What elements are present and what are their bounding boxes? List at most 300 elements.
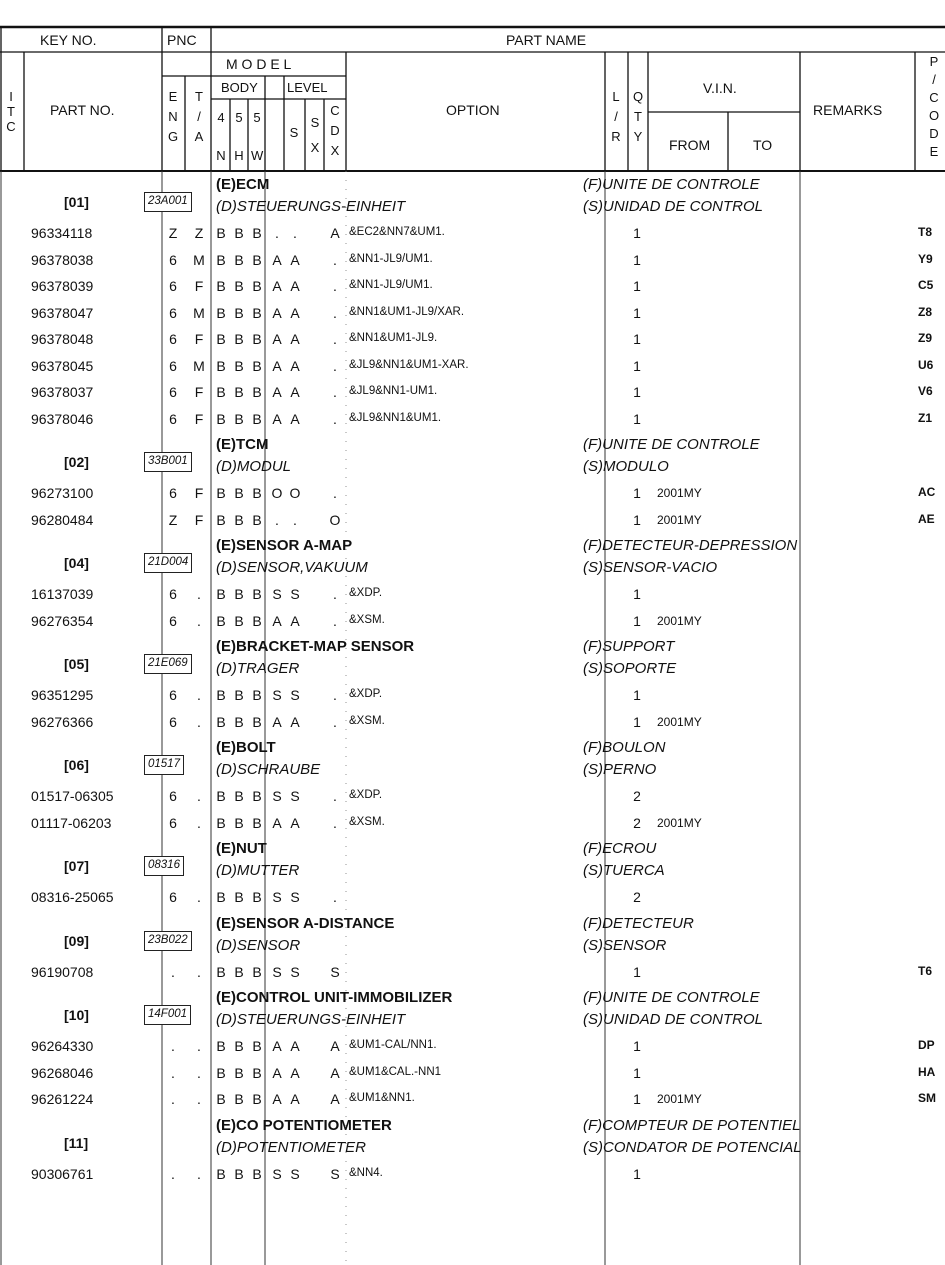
part-number: 96268046 [31,1064,94,1081]
body-5h-code: B [234,963,244,980]
option-code: &JL9&NN1&UM1-XAR. [349,358,469,371]
part-number: 96280484 [31,511,94,528]
transaxle-code: M [193,304,205,321]
part-name-english: (E)CONTROL UNIT-IMMOBILIZER [216,989,453,1006]
engine-code: . [171,1165,175,1182]
vin-from: 2001MY [657,512,702,527]
body-4n-code: B [216,1038,226,1054]
body-5w-code: B [252,225,262,241]
level-sx-code: S [290,1165,300,1182]
engine-code: 6 [169,713,177,730]
p-code: Y9 [918,251,933,266]
part-group [0,174,945,222]
level-cdx-code: . [333,687,337,703]
body-5h-code: B [234,1165,244,1182]
part-name-french: (F)BOULON [583,739,666,756]
part-row [0,222,945,244]
level-s-code: S [272,586,282,602]
level-sx-code: A [290,384,300,400]
level-sx-code: A [290,331,300,347]
quantity: 1 [633,410,641,427]
body-4n-code: B [216,1091,226,1107]
key-number: [02] [64,454,89,470]
body-5w-code: B [252,612,262,629]
engine-code: 6 [169,612,177,629]
p-code: V6 [918,384,933,398]
body-5w-code: B [252,1038,262,1054]
level-cdx-code: A [330,1091,340,1107]
part-row [0,482,945,504]
transaxle-code: . [197,713,201,730]
part-name-spanish: (S)SENSOR-VACIO [583,559,718,576]
part-name-german: (D)MUTTER [216,862,300,879]
option-code: &XDP. [349,587,383,599]
level-sx-code: S [290,889,300,905]
p-code: DP [918,1038,935,1052]
key-number: [10] [64,1007,89,1023]
header-part-no: PART NO. [50,102,115,118]
pnc-box: 01517 [144,755,184,775]
level-sx-code: A [290,713,300,730]
body-4n-code: B [216,278,226,294]
part-number: 96190708 [31,963,94,980]
engine-code: 6 [169,485,177,501]
engine-code: 6 [169,304,177,321]
body-4n-code: B [216,225,226,241]
engine-code: 6 [169,410,177,427]
transaxle-code: . [197,1091,201,1107]
level-sx-code: A [290,612,300,629]
body-5h-code: B [234,814,244,831]
quantity: 1 [633,384,641,400]
level-sx-code: A [290,1064,300,1081]
part-name-german: (D)POTENTIOMETER [216,1138,366,1156]
part-name-english: (E)TCM [216,436,269,453]
level-s-code: A [272,1038,282,1054]
option-code: &UM1-CAL/NN1. [349,1039,437,1051]
body-5h-code: B [234,1091,244,1107]
quantity: 1 [633,357,641,374]
pnc-box: 21E069 [144,654,192,674]
part-row [0,886,945,908]
level-cdx-code: . [333,357,337,374]
body-5w-code: B [252,485,262,501]
part-number: 16137039 [31,586,94,602]
transaxle-code: . [197,814,201,831]
body-5w-code: B [252,788,262,804]
quantity: 2 [633,814,641,831]
body-5h-code: B [234,612,244,629]
p-code: Z9 [918,331,933,345]
quantity: 1 [633,485,641,501]
level-sx-code: S [290,788,300,804]
header-pnc: PNC [167,32,197,48]
part-number: 96378046 [31,410,94,427]
key-number: [04] [64,555,89,571]
part-name-german: (D)STEUERUNGS-EINHEIT [216,1011,406,1028]
body-4n-code: B [216,357,226,374]
body-5w-code: B [252,331,262,347]
part-number: 96378048 [31,331,94,347]
quantity: 2 [633,889,641,905]
part-row [0,381,945,403]
transaxle-code: . [197,1038,201,1054]
level-sx-code: A [290,278,300,294]
part-number: 96273100 [31,485,94,501]
p-code: T8 [918,225,933,239]
part-number: 96378039 [31,278,94,294]
option-code: &UM1&NN1. [349,1092,415,1104]
vin-from: 2001MY [657,486,702,500]
header-part-name: PART NAME [506,32,587,48]
level-cdx-code: . [333,713,337,730]
level-s-code: A [272,1091,282,1107]
body-5h-code: B [234,384,244,400]
level-s-code: A [272,384,282,400]
level-s-code: A [272,357,282,374]
transaxle-code: F [194,511,204,528]
level-cdx-code: . [333,889,337,905]
level-s-code: A [272,814,282,831]
header-body: BODY [221,80,258,95]
vin-from: 2001MY [657,613,702,628]
level-sx-code: A [290,410,300,427]
part-name-french: (F)COMPTEUR DE POTENTIEL [583,1116,801,1134]
engine-code: 6 [169,586,177,602]
part-name-german: (D)SENSOR [216,936,301,954]
header-vin-to: TO [753,137,773,153]
level-cdx-code: . [333,410,337,427]
quantity: 1 [633,586,641,602]
body-4n-code: B [216,410,226,427]
parts-catalog-page: KEY NO. PNC PART NAME I T C PART NO. M O D E L E N G T / A BODY LEVEL 4 5 5 N H W S S X C D X OPTION L / R Q T Y V.I.N. FROM TO REMARKS P / C O D E [01] 23A001 (E)ECM (D)STEUERUNGS-EINHEIT (F)UNITE DE CONTROLE (S)UNIDAD DE CONTROL 96334118 Z Z B B B . . A &EC2&NN7&UM1. 1 T8 96378038 6 M B B B A A . &NN1-JL9/UM1. 1 Y9 96378039 6 F B B B A A . &NN1-JL9/UM1. 1 C5 96378047 6 M B B B A A . &NN1&UM1-JL9/XAR. 1 Z8 96378048 6 F B B B A A . &NN1&UM1-JL9. 1 Z9 96378045 6 M B B B A A . &JL9&NN1&UM1-XAR. 1 U6 96378037 6 F B B B A A . &JL9&NN1-UM1. 1 V6 96378046 6 F B B B A A . &JL9&NN1&UM1. 1 Z1 [02] 33B001 (E)TCM (D)MODUL (F)UNITE DE CONTROLE (S)MODULO 96273100 6 F B B B O O . 1 2001MY AC 96280484 Z F B B B . . O 1 2001MY AE [04] 21D004 (E)SENSOR A-MAP (D)SENSOR,VAKUUM (F)DETECTEUR-DEPRESSION (S)SENSOR-VACIO 16137039 6 . B B B S S . &XDP. 1 96276354 6 . B B B A A . &XSM. 1 2001MY [05] 21E069 (E)BRACKET-MAP SENSOR (D)TRAGER (F)SUPPORT (S)SOPORTE 96351295 6 . B B B S S . &XDP. 1 96276366 6 . B B B A A . &XSM. 1 2001MY [06] 01517 (E)BOLT (D)SCHRAUBE (F)BOULON (S)PERNO 01517-06305 6 . B B B S S . &XDP. 2 01117-06203 6 . B B B A A . &XSM. 2 2001MY [07] 08316 (E)NUT (D)MUTTER (F)ECROU (S)TUERCA 08316-25065 6 . B B B S S . 2 [09] 23B022 (E)SENSOR A-DISTANCE (D)SENSOR (F)DETECTEUR (S)SENSOR 96190708 . . B B B S S S 1 T6 [10] 14F001 (E)CONTROL UNIT-IMMOBILIZER (D)STEUERUNGS-EINHEIT (F)UNITE DE CONTROLE (S)UNIDAD DE CONTROL 96264330 . . B B B A A A &UM1-CAL/NN1. 1 DP 96268046 . . B B B A A A &UM1&CAL.-NN1 1 HA 96261224 . . B B B A A A &UM1&NN1. 1 2001MY SM [11] (E)CO POTENTIOMETER (D)POTENTIOMETER (F)COMPTEUR DE POTENTIEL (S)CONDATOR DE POTENCIAL 90306761 . . B B B S S S &NN4. 1 [0,0,945,1265]
pnc-box: 14F001 [144,1005,191,1025]
part-number: 96261224 [31,1091,94,1107]
part-name-english: (E)SENSOR A-DISTANCE [216,914,395,932]
vin-from: 2001MY [657,815,702,830]
part-name-english: (E)BRACKET-MAP SENSOR [216,638,415,655]
part-name-spanish: (S)PERNO [583,761,657,778]
level-s-code: A [272,278,282,294]
header-vin-from: FROM [669,137,711,153]
level-cdx-code: . [333,788,337,804]
level-sx-code: A [290,357,300,374]
option-code: &NN1&UM1-JL9. [349,332,438,344]
level-s-code: A [272,612,282,629]
option-code: &NN1-JL9/UM1. [349,279,433,291]
body-5h-code: B [234,410,244,427]
transaxle-code: . [197,586,201,602]
quantity: 1 [633,963,641,980]
part-name-english: (E)NUT [216,840,267,857]
body-5w-code: B [252,1165,262,1182]
quantity: 1 [633,1091,641,1107]
p-code: C5 [918,278,934,292]
engine-code: Z [168,511,178,528]
part-row [0,355,945,377]
body-5w-code: B [252,304,262,321]
quantity: 1 [633,713,641,730]
level-s-code: S [272,963,282,980]
pnc-box: 21D004 [144,553,192,573]
body-5h-code: B [234,225,244,241]
quantity: 1 [633,1064,641,1081]
level-cdx-code: A [330,1064,340,1081]
option-code: &EC2&NN7&UM1. [349,226,445,238]
engine-code: 6 [169,278,177,294]
part-row [0,328,945,350]
part-name-spanish: (S)MODULO [583,458,669,475]
engine-code: 6 [169,251,177,268]
body-4n-code: B [216,586,226,602]
body-5h-code: B [234,1038,244,1054]
transaxle-code: . [197,1165,201,1182]
key-number: [09] [64,932,89,949]
transaxle-code: F [194,278,204,294]
option-code: &NN1&UM1-JL9/XAR. [349,305,465,318]
body-4n-code: B [216,384,226,400]
body-5h-code: B [234,357,244,374]
body-5h-code: B [234,788,244,804]
transaxle-code: . [197,687,201,703]
body-5w-code: B [252,963,262,980]
option-code: &NN1-JL9/UM1. [349,252,433,265]
part-name-english: (E)ECM [216,176,270,193]
part-group [0,838,945,886]
part-row [0,961,945,983]
level-s-code: S [272,1165,282,1182]
part-name-spanish: (S)UNIDAD DE CONTROL [583,1011,764,1028]
part-group [0,636,945,684]
body-5h-code: B [234,331,244,347]
part-number: 96378047 [31,304,94,321]
body-5w-code: B [252,1064,262,1081]
body-5h-code: B [234,485,244,501]
body-5w-code: B [252,713,262,730]
level-cdx-code: . [333,304,337,321]
transaxle-code: . [197,963,201,980]
part-name-french: (F)DETECTEUR-DEPRESSION [583,537,798,554]
header-model: M O D E L [226,56,292,72]
quantity: 1 [633,225,641,241]
body-5h-code: B [234,889,244,905]
engine-code: . [171,963,175,980]
body-4n-code: B [216,251,226,268]
part-number: 96378037 [31,384,94,400]
key-number: [05] [64,656,89,672]
part-group [0,987,945,1035]
body-5w-code: B [252,357,262,374]
part-number: 96276366 [31,713,94,730]
part-number: 96378038 [31,251,94,268]
body-5h-code: B [234,586,244,602]
body-4n-code: B [216,687,226,703]
level-cdx-code: . [333,331,337,347]
transaxle-code: M [193,251,205,268]
part-name-spanish: (S)UNIDAD DE CONTROL [583,198,764,215]
level-cdx-code: . [333,278,337,294]
part-row [0,711,945,733]
body-5w-code: B [252,1091,262,1107]
engine-code: Z [168,225,178,241]
body-4n-code: B [216,963,226,980]
level-s-code: A [272,1064,282,1081]
option-code: &XSM. [349,613,385,626]
body-5h-code: B [234,687,244,703]
body-4n-code: B [216,331,226,347]
body-4n-code: B [216,485,226,501]
body-5h-code: B [234,1064,244,1081]
header-remarks: REMARKS [813,102,883,118]
key-number: [06] [64,757,89,773]
part-row [0,1088,945,1110]
transaxle-code: F [194,410,204,427]
level-s-code: A [272,713,282,730]
level-sx-code: S [290,586,300,602]
transaxle-code: . [197,788,201,804]
part-row [0,1163,945,1185]
part-name-spanish: (S)TUERCA [583,862,665,879]
body-4n-code: B [216,612,226,629]
part-name-german: (D)TRAGER [216,660,300,677]
transaxle-code: F [194,485,204,501]
engine-code: 6 [169,331,177,347]
engine-code: 6 [169,687,177,703]
option-code: &UM1&CAL.-NN1 [349,1065,442,1078]
part-row [0,785,945,807]
quantity: 1 [633,251,641,268]
level-s-code: O [271,485,283,501]
level-s-code: A [272,410,282,427]
transaxle-code: . [197,612,201,629]
body-5w-code: B [252,586,262,602]
part-name-german: (D)STEUERUNGS-EINHEIT [216,198,406,215]
option-code: &XDP. [349,789,383,801]
option-code: &JL9&NN1&UM1. [349,411,442,424]
body-5h-code: B [234,278,244,294]
body-4n-code: B [216,814,226,831]
part-number: 96264330 [31,1038,94,1054]
option-code: &XSM. [349,815,385,828]
body-5w-code: B [252,251,262,268]
engine-code: . [171,1091,175,1107]
part-name-french: (F)SUPPORT [583,638,675,655]
part-name-german: (D)MODUL [216,458,291,475]
body-5h-code: B [234,511,244,528]
part-row [0,1035,945,1057]
quantity: 1 [633,331,641,347]
pnc-box: 23B022 [144,931,192,951]
part-name-french: (F)DETECTEUR [583,914,694,932]
transaxle-code: F [194,331,204,347]
part-name-french: (F)UNITE DE CONTROLE [583,176,760,193]
p-code: HA [918,1064,936,1079]
part-row [0,812,945,834]
body-4n-code: B [216,713,226,730]
level-sx-code: . [293,511,297,528]
header-level: LEVEL [287,80,328,95]
part-name-english: (E)SENSOR A-MAP [216,537,353,554]
body-5h-code: B [234,304,244,321]
quantity: 1 [633,278,641,294]
part-group [0,535,945,583]
p-code: U6 [918,357,934,372]
level-sx-code: S [290,963,300,980]
part-row [0,610,945,632]
body-4n-code: B [216,788,226,804]
p-code: T6 [918,963,933,978]
level-cdx-code: . [333,814,337,831]
transaxle-code: Z [194,225,204,241]
part-row [0,408,945,430]
header-key-no: KEY NO. [40,32,97,48]
part-number: 08316-25065 [31,889,114,905]
body-5w-code: B [252,511,262,528]
level-sx-code: . [293,225,297,241]
part-group [0,913,945,961]
key-number: [07] [64,858,89,874]
quantity: 2 [633,788,641,804]
part-name-german: (D)SCHRAUBE [216,761,321,778]
engine-code: 6 [169,889,177,905]
part-number: 96351295 [31,687,94,703]
body-5w-code: B [252,384,262,400]
part-row [0,249,945,271]
key-number: [01] [64,194,89,210]
part-name-spanish: (S)SOPORTE [583,660,677,677]
level-cdx-code: A [330,225,340,241]
body-5w-code: B [252,410,262,427]
option-code: &JL9&NN1-UM1. [349,385,438,397]
transaxle-code: M [193,357,205,374]
quantity: 1 [633,1165,641,1182]
pnc-box: 23A001 [144,192,192,212]
quantity: 1 [633,612,641,629]
part-row [0,302,945,324]
level-sx-code: A [290,304,300,321]
p-code: SM [918,1091,936,1105]
part-row [0,509,945,531]
body-4n-code: B [216,511,226,528]
header-option: OPTION [446,102,500,118]
engine-code: 6 [169,357,177,374]
level-sx-code: A [290,251,300,268]
engine-code: . [171,1064,175,1081]
part-number: 96276354 [31,612,94,629]
level-sx-code: S [290,687,300,703]
part-name-french: (F)ECROU [583,840,657,857]
level-s-code: A [272,251,282,268]
option-code: &NN4. [349,1166,383,1179]
p-code: AC [918,485,936,499]
level-sx-code: A [290,814,300,831]
option-code: &XDP. [349,688,383,700]
header-vin: V.I.N. [703,80,737,96]
part-row [0,275,945,297]
part-row [0,1062,945,1084]
level-s-code: A [272,331,282,347]
body-5w-code: B [252,278,262,294]
key-number: [11] [64,1134,89,1151]
level-cdx-code: . [333,485,337,501]
level-s-code: A [272,304,282,321]
level-cdx-code: . [333,612,337,629]
body-4n-code: B [216,889,226,905]
level-cdx-code: S [330,963,340,980]
body-5w-code: B [252,889,262,905]
vin-from: 2001MY [657,714,702,729]
engine-code: . [171,1038,175,1054]
